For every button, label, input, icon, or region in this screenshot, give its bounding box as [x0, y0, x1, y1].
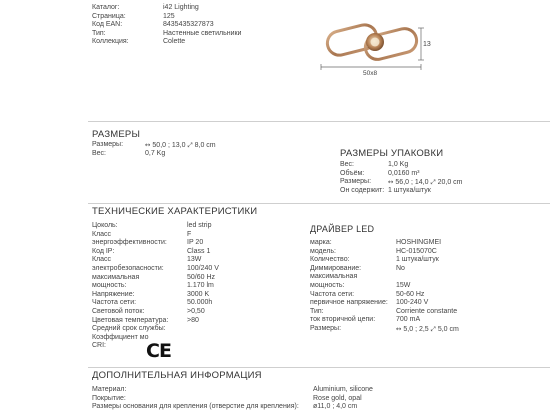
divider-2 [88, 203, 550, 204]
packaging-values [388, 161, 463, 195]
material-label: Материал: [92, 386, 127, 393]
ean-value: 8435435327873 [163, 21, 214, 29]
packaging-contains-value: 1 штука/штук [388, 186, 431, 194]
driver-labels [310, 239, 388, 334]
tech-label-8: Напряжение: [92, 290, 135, 298]
tech-values [187, 222, 219, 325]
packaging-size-value [388, 178, 463, 187]
driver-value-0: HOSHINGMEI [396, 239, 442, 246]
driver-label-10: Размеры: [310, 324, 342, 332]
driver-label-0: марка: [310, 239, 332, 246]
tech-label-7: мощность: [92, 282, 127, 290]
tech-label-12: Средний срок службы: [92, 325, 166, 333]
coating-value: Rose gold, opal [313, 394, 362, 402]
additional-values [313, 386, 373, 412]
tech-value-5: 100/240 V [187, 264, 219, 272]
packaging-contains-label: Он содержит: [340, 186, 385, 194]
driver-label-6: Частота сети: [310, 290, 355, 298]
type-value: Настенные светильники [163, 29, 242, 37]
driver-value-7: 100-240 V [396, 299, 429, 307]
tech-value-3: Class 1 [187, 247, 211, 255]
top-info-labels [92, 4, 129, 47]
ean-label: Код EAN: [92, 21, 123, 29]
tech-label-1: Класс [92, 230, 112, 238]
driver-value-9: 700 mA [396, 316, 421, 324]
horizontal-arrow-icon: ↔ [145, 141, 151, 149]
tech-label-10: Световой поток: [92, 307, 145, 315]
driver-values [396, 239, 459, 334]
packaging-title: РАЗМЕРЫ УПАКОВКИ [340, 148, 444, 159]
tech-value-4: 13W [187, 256, 202, 264]
packaging-size-label: Размеры: [340, 178, 372, 186]
tech-label-4: Класс [92, 256, 112, 264]
tech-label-2: энергоэффективности: [92, 239, 167, 247]
driver-label-2: Количество: [310, 256, 350, 264]
type-label: Тип: [92, 29, 106, 37]
driver-value-8: Corriente constante [396, 307, 458, 315]
diagonal-arrow-icon: ⤢ [187, 141, 193, 149]
tech-value-9: 50.000h [187, 299, 213, 307]
driver-value-6: 50-60 Hz [396, 290, 425, 298]
tech-value-8: 3000 K [187, 290, 210, 298]
packaging-weight-label: Вес: [340, 161, 355, 168]
collection-value: Colette [163, 38, 186, 46]
driver-title: ДРАЙВЕР LED [310, 224, 375, 234]
driver-size-depth: 5,0 cm [437, 325, 459, 333]
driver-label-8: Тип: [310, 307, 324, 315]
tech-value-10: >0,50 [187, 307, 205, 315]
tech-label-6: максимальная [92, 273, 140, 281]
packaging-size-depth: 20,0 cm [437, 179, 463, 187]
sizes-dimension-label: Размеры: [92, 141, 124, 148]
tech-value-1: F [187, 230, 192, 238]
material-value: Aluminium, silicone [313, 386, 373, 393]
driver-value-2: 1 штука/штук [396, 256, 439, 264]
divider-3 [88, 367, 550, 368]
tech-label-11: Цветовая температура: [92, 316, 169, 324]
sizes-weight-label: Вес: [92, 149, 107, 157]
driver-label-7: первичное напряжение: [310, 299, 388, 307]
driver-size-value [396, 325, 459, 334]
tech-label-3: Код IP: [92, 247, 115, 255]
tech-label-13: Коэффициент мо [92, 333, 149, 341]
driver-label-4: максимальная [310, 273, 358, 281]
driver-label-9: ток вторичной цепи: [310, 316, 376, 324]
sizes-labels [92, 141, 123, 158]
additional-labels [92, 386, 299, 412]
base-size-label: Размеры основания для крепления (отверстие для крепления): [92, 403, 299, 411]
lamp-height-label: 13 [423, 41, 431, 48]
diagonal-arrow-icon: ⤢ [430, 324, 436, 333]
sizes-weight-value: 0,7 Kg [145, 149, 166, 157]
ce-mark-icon: CE [146, 340, 171, 362]
base-size-value: ø11,0 ; 4,0 cm [313, 403, 358, 411]
horizontal-arrow-icon: ↔ [396, 324, 402, 333]
sizes-title: РАЗМЕРЫ [92, 129, 141, 140]
diagonal-arrow-icon: ⤢ [430, 178, 436, 187]
tech-value-6: 50/60 Hz [187, 273, 216, 281]
driver-value-3: No [396, 264, 405, 272]
collection-label: Коллекция: [92, 38, 129, 46]
page-value: 125 [163, 12, 175, 20]
sizes-dimension-main: 50,0 ; 13,0 [152, 142, 186, 149]
top-info-values [163, 4, 241, 47]
tech-value-0: led strip [187, 222, 212, 229]
catalog-value: i42 Lighting [163, 4, 199, 11]
tech-label-9: Частота сети: [92, 299, 137, 307]
sizes-dimension-depth: 8,0 cm [194, 142, 216, 149]
catalog-label: Каталог: [92, 4, 120, 11]
divider-1 [88, 121, 550, 122]
lamp-width-label: 50x8 [363, 70, 378, 77]
additional-title: ДОПОЛНИТЕЛЬНАЯ ИНФОРМАЦИЯ [92, 370, 262, 381]
page-label: Страница: [92, 12, 126, 20]
driver-value-5: 15W [396, 281, 411, 289]
tech-value-2: IP 20 [187, 239, 204, 247]
driver-label-3: Диммирование: [310, 264, 362, 272]
driver-value-1: HC-015070C [396, 247, 437, 255]
sizes-values [145, 141, 216, 158]
driver-label-5: мощность: [310, 281, 345, 289]
packaging-volume-label: Объём: [340, 169, 365, 177]
driver-label-1: модель: [310, 247, 336, 255]
tech-label-5: электробезопасности: [92, 264, 164, 272]
tech-labels [92, 222, 168, 351]
coating-label: Покрытие: [92, 394, 126, 402]
tech-value-7: 1.170 lm [187, 282, 214, 290]
horizontal-arrow-icon: ↔ [388, 178, 394, 187]
sizes-dimension-value [145, 141, 216, 150]
tech-label-14: CRI: [92, 342, 106, 350]
packaging-weight-value: 1,0 Kg [388, 161, 409, 168]
driver-value-4 [396, 273, 459, 282]
tech-title: ТЕХНИЧЕСКИЕ ХАРАКТЕРИСТИКИ [92, 206, 258, 217]
tech-value-11: >80 [187, 316, 199, 324]
driver-size-main: 5,0 ; 2,5 [403, 325, 429, 333]
packaging-volume-value: 0,0160 m³ [388, 169, 420, 177]
packaging-size-main: 56,0 ; 14,0 [395, 179, 429, 187]
packaging-labels [340, 161, 384, 195]
tech-label-0: Цоколь: [92, 222, 118, 229]
